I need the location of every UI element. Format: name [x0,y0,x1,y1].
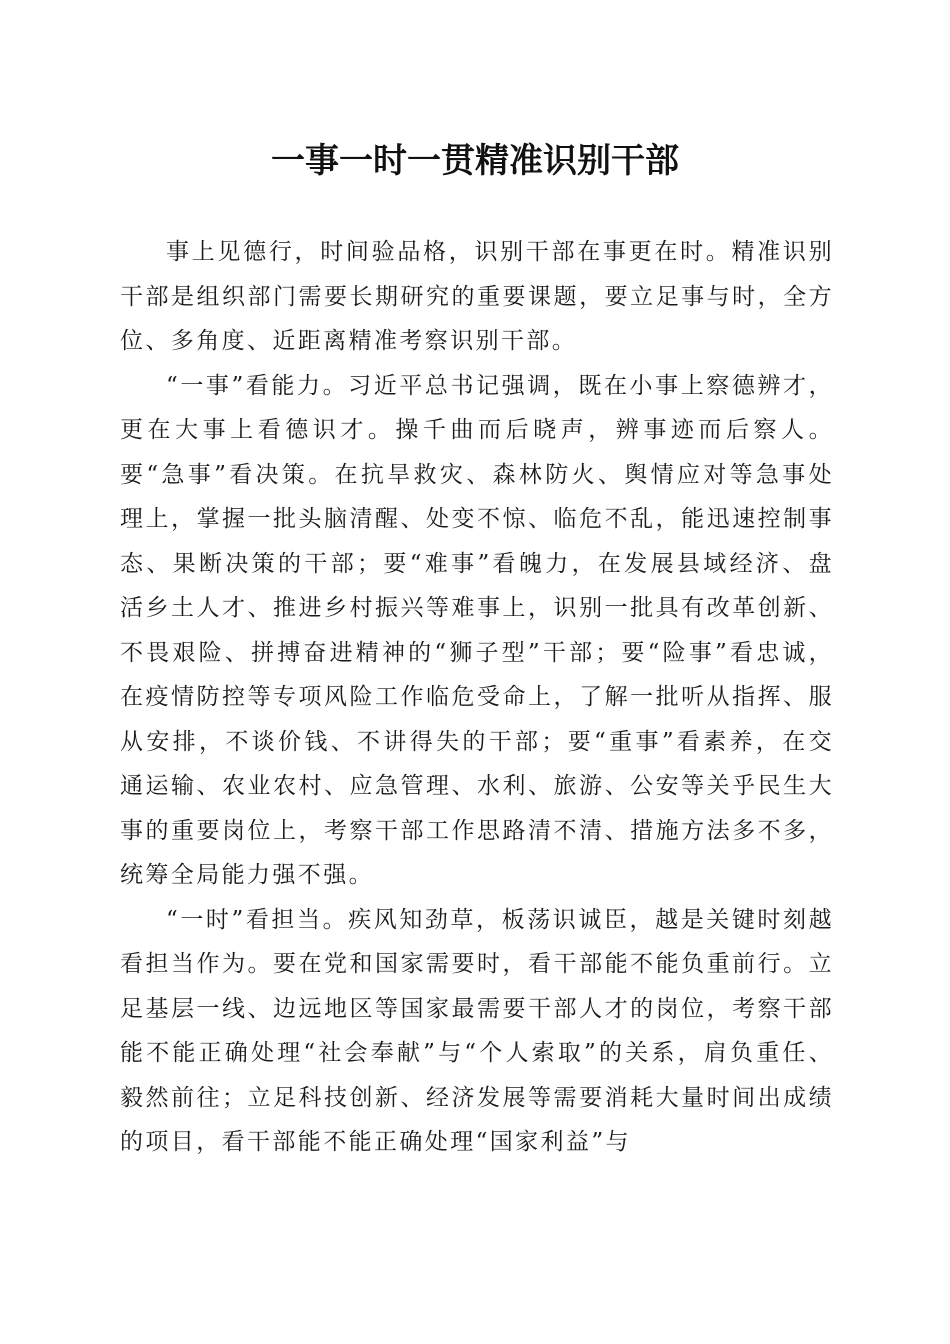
paragraph-yishi-time: “一时”看担当。疾风知劲草，板荡识诚臣，越是关键时刻越看担当作为。要在党和国家需要时，看干部能不能负重前行。立足基层一线、边远地区等国家最需要干部人才的岗位，考察干部能不能正确处理“社会奉献”与“个人索取”的关系，肩负重任、毅然前往；立足科技创新、经济发展等需要消耗大量时间出成绩的项目，看干部能不能正确处理“国家利益”与 [120,906,834,1155]
paragraph-intro: 事上见德行，时间验品格，识别干部在事更在时。精准识别干部是组织部门需要长期研究的重要课题，要立足事与时，全方位、多角度、近距离精准考察识别干部。 [120,239,834,354]
document-body [120,230,834,1165]
document-title: 一事一时一贯精准识别干部 [271,141,679,181]
paragraph-yishi: “一事”看能力。习近平总书记强调，既在小事上察德辨才，更在大事上看德识才。操千曲而后晓声，辨事迹而后察人。要“急事”看决策。在抗旱救灾、森林防火、舆情应对等急事处理上，掌握一批头脑清醒、处变不惊、临危不乱，能迅速控制事态、果断决策的干部；要“难事”看魄力，在发展县域经济、盘活乡土人才、推进乡村振兴等难事上，识别一批具有改革创新、不畏艰险、拼搏奋进精神的“狮子型”干部；要“险事”看忠诚，在疫情防控等专项风险工作临危受命上，了解一批听从指挥、服从安排，不谈价钱、不讲得失的干部；要“重事”看素养，在交通运输、农业农村、应急管理、水利、旅游、公安等关乎民生大事的重要岗位上，考察干部工作思路清不清、措施方法多不多，统筹全局能力强不强。 [120,372,834,888]
